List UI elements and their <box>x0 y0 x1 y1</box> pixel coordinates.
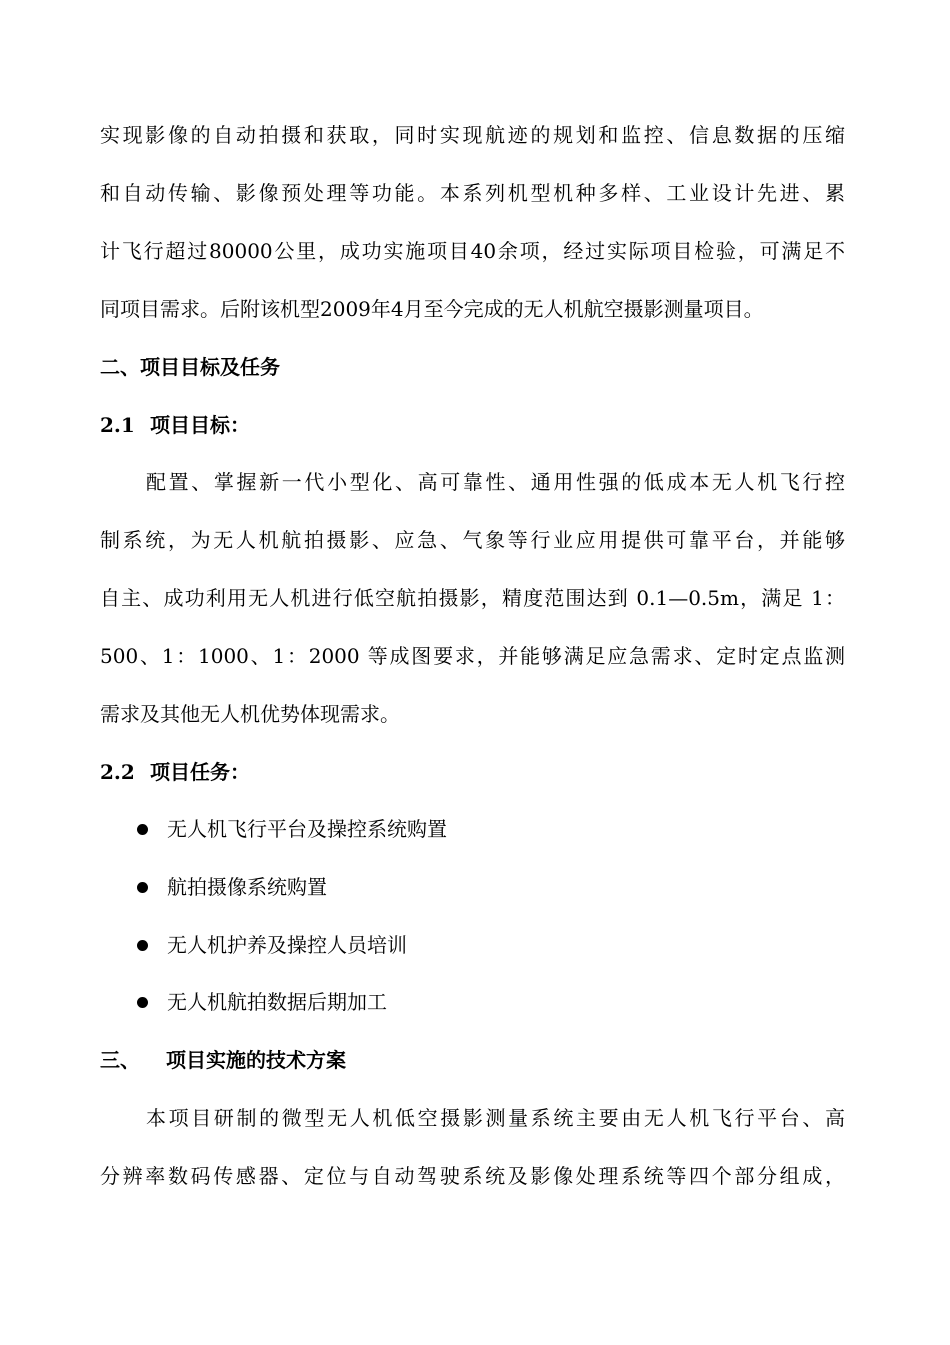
tech-line-2: 分辨率数码传感器、定位与自动驾驶系统及影像处理系统等四个部分组成， <box>100 1164 845 1188</box>
goal-line-4: 500、1：1000、1：2000 等成图要求，并能够满足应急需求、定时定点监测 <box>100 644 845 668</box>
task-text: 无人机飞行平台及操控系统购置 <box>167 817 447 841</box>
task-text: 航拍摄像系统购置 <box>167 875 327 899</box>
bullet-icon <box>137 997 148 1008</box>
subsection-2-1-number: 2.1 <box>100 413 135 437</box>
section-3-number: 三、 <box>100 1048 140 1072</box>
section-3-heading <box>100 1046 845 1074</box>
intro-line-4: 同项目需求。后附该机型2009年4月至今完成的无人机航空摄影测量项目。 <box>100 297 764 321</box>
tech-line-1: 本项目研制的微型无人机低空摄影测量系统主要由无人机飞行平台、高 <box>146 1106 845 1130</box>
section-3-title: 项目实施的技术方案 <box>166 1048 346 1072</box>
goal-line-1: 配置、掌握新一代小型化、高可靠性、通用性强的低成本无人机飞行控 <box>146 470 845 494</box>
subsection-2-1-title: 项目目标： <box>150 413 250 437</box>
goal-line-3: 自主、成功利用无人机进行低空航拍摄影，精度范围达到 0.1—0.5m，满足 1： <box>100 586 845 610</box>
goal-line-2: 制系统，为无人机航拍摄影、应急、气象等行业应用提供可靠平台，并能够 <box>100 528 845 552</box>
task-text: 无人机航拍数据后期加工 <box>167 990 387 1014</box>
bullet-icon <box>137 940 148 951</box>
intro-line-2: 和自动传输、影像预处理等功能。本系列机型机种多样、工业设计先进、累 <box>100 181 845 205</box>
goal-line-5: 需求及其他无人机优势体现需求。 <box>100 702 400 726</box>
task-text: 无人机护养及操控人员培训 <box>167 933 407 957</box>
section-2-heading: 二、项目目标及任务 <box>100 355 280 379</box>
subsection-2-2-number: 2.2 <box>100 760 135 784</box>
subsection-2-2-title: 项目任务： <box>150 760 250 784</box>
subsection-2-1-heading <box>100 411 845 439</box>
intro-line-1: 实现影像的自动拍摄和获取，同时实现航迹的规划和监控、信息数据的压缩 <box>100 123 845 147</box>
bullet-icon <box>137 882 148 893</box>
bullet-icon <box>137 824 148 835</box>
subsection-2-2-heading <box>100 758 845 786</box>
intro-line-3: 计飞行超过80000公里，成功实施项目40余项，经过实际项目检验，可满足不 <box>100 239 845 263</box>
